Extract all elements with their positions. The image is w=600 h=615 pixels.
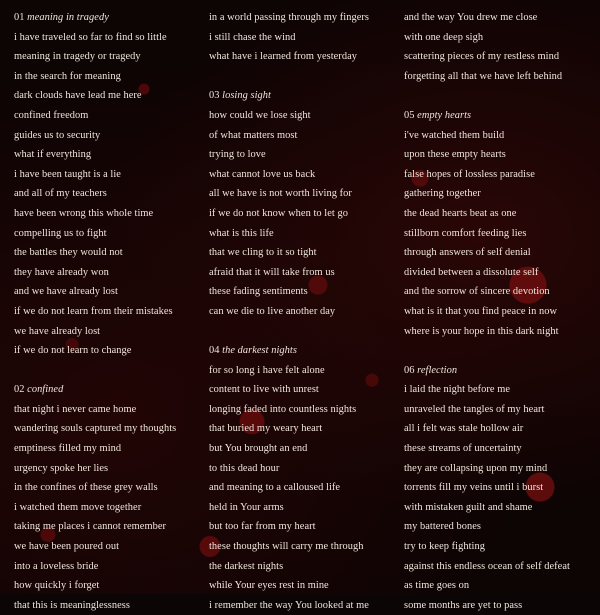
track-number: 06 <box>404 364 415 376</box>
lyric-lines <box>209 361 397 615</box>
lyric-line: that we cling to it so tight <box>209 247 317 259</box>
lyric-line: if we do not learn from their mistakes <box>14 305 173 317</box>
lyric-line: if we do not know when to let go <box>209 207 348 219</box>
song-title: losing sight <box>222 90 271 102</box>
song-heading <box>14 8 202 28</box>
lyric-line: emptiness filled my mind <box>14 443 122 455</box>
lyric-line: i have been taught is a lie <box>14 168 121 180</box>
lyric-line: urgency spoke her lies <box>14 462 109 474</box>
lyric-line: that buried my weary heart <box>209 423 323 435</box>
lyric-lines <box>404 380 594 615</box>
song-block <box>404 361 594 615</box>
lyric-line: that this is meaninglessness <box>14 599 130 611</box>
lyric-line: against this endless ocean of self defeat <box>404 560 570 572</box>
lyric-line: taking me places i cannot remember <box>14 521 167 533</box>
lyric-line: have been wrong this whole time <box>14 207 154 219</box>
song-heading <box>209 341 397 361</box>
lyric-line: gathering together <box>404 188 481 200</box>
song-title: reflection <box>417 364 458 376</box>
lyric-line: and all of my teachers <box>14 188 107 200</box>
lyric-line: scattering pieces of my restless mind <box>404 51 560 63</box>
lyric-line: i watched them move together <box>14 501 142 513</box>
lyric-line: i've watched them build <box>404 129 505 141</box>
lyric-line: i remember the way You looked at me <box>209 599 369 611</box>
song-heading <box>404 361 594 381</box>
track-number: 01 <box>14 12 25 23</box>
lyric-line: false hopes of lossless paradise <box>404 168 535 180</box>
lyric-line: the darkest nights <box>209 560 284 572</box>
lyric-line: longing faded into countless nights <box>209 403 357 415</box>
lyric-line: content to live with unrest <box>209 384 319 396</box>
song-block <box>14 380 202 615</box>
lyric-line: with mistaken guilt and shame <box>404 501 533 513</box>
lyric-line: my battered bones <box>404 521 482 533</box>
lyric-lines <box>14 28 202 361</box>
track-number: 05 <box>404 109 415 121</box>
lyric-line: torrents fill my veins until i burst <box>404 482 544 494</box>
song-block <box>14 8 202 361</box>
lyric-line: divided between a dissolute self <box>404 266 539 278</box>
song-title: confined <box>27 384 64 396</box>
lyric-line: held in Your arms <box>209 501 284 513</box>
song-block <box>209 86 397 321</box>
track-number: 04 <box>209 345 220 357</box>
lyric-line: that night i never came home <box>14 403 137 415</box>
lyric-line: trying to love <box>209 149 266 161</box>
track-number: 03 <box>209 90 220 102</box>
lyric-line: try to keep fighting <box>404 541 485 553</box>
lyric-line: confined freedom <box>14 109 89 121</box>
lyric-line: but You brought an end <box>209 443 308 455</box>
lyric-line: how could we lose sight <box>209 109 311 121</box>
lyric-line: for so long i have felt alone <box>209 364 325 376</box>
lyric-line: i still chase the wind <box>209 31 296 43</box>
lyric-line: upon these empty hearts <box>404 149 506 161</box>
lyric-line: in a world passing through my fingers <box>209 12 369 23</box>
lyric-line: dark clouds have lead me here <box>14 90 142 102</box>
song-block <box>209 341 397 615</box>
lyric-line: where is your hope in this dark night <box>404 325 559 337</box>
lyric-line: of what matters most <box>209 129 298 141</box>
lyric-lines <box>404 126 594 342</box>
lyrics-column-2 <box>209 8 397 615</box>
lyric-line: forgetting all that we have left behind <box>404 70 563 82</box>
lyric-line: and meaning to a calloused life <box>209 482 341 494</box>
lyric-line: how quickly i forget <box>14 580 100 592</box>
lyrics-column-1 <box>14 8 202 615</box>
lyric-line: what have i learned from yesterday <box>209 51 357 63</box>
lyric-line: while Your eyes rest in mine <box>209 580 329 592</box>
song-heading <box>14 380 202 400</box>
lyric-line: what if everything <box>14 149 92 161</box>
lyric-line: as time goes on <box>404 580 470 592</box>
lyric-line: some months are yet to pass <box>404 599 523 611</box>
lyric-line: and we have already lost <box>14 286 118 298</box>
lyric-line: they have already won <box>14 266 109 278</box>
lyric-continuation <box>404 8 594 86</box>
lyric-line: they are collapsing upon my mind <box>404 462 548 474</box>
lyric-line: what cannot love us back <box>209 168 316 180</box>
song-heading <box>209 86 397 106</box>
lyric-line: compelling us to fight <box>14 227 107 239</box>
lyric-line: stillborn comfort feeding lies <box>404 227 527 239</box>
lyric-lines <box>14 400 202 615</box>
lyric-line: and the way You drew me close <box>404 12 538 23</box>
lyric-line: into a loveless bride <box>14 560 99 572</box>
lyric-line: the dead hearts beat as one <box>404 207 517 219</box>
lyric-line: these thoughts will carry me through <box>209 541 364 553</box>
lyric-line: but too far from my heart <box>209 521 316 533</box>
lyric-line: all i felt was stale hollow air <box>404 423 524 435</box>
lyric-line: what is this life <box>209 227 274 239</box>
lyric-line: i laid the night before me <box>404 384 511 396</box>
lyric-line: all we have is not worth living for <box>209 188 352 200</box>
lyric-continuation <box>209 8 397 67</box>
song-title: meaning in tragedy <box>27 12 109 23</box>
lyric-line: we have been poured out <box>14 541 120 553</box>
lyrics-column-3 <box>404 8 594 615</box>
lyric-line: can we die to live another day <box>209 305 336 317</box>
lyric-line: these streams of uncertainty <box>404 443 522 455</box>
lyric-line: in the search for meaning <box>14 70 121 82</box>
lyric-line: the battles they would not <box>14 247 123 259</box>
song-heading <box>404 106 594 126</box>
lyric-line: to this dead hour <box>209 462 280 474</box>
lyric-lines <box>209 106 397 322</box>
song-block <box>404 106 594 341</box>
lyric-line: wandering souls captured my thoughts <box>14 423 177 435</box>
song-title: empty hearts <box>417 109 472 121</box>
lyric-line: i have traveled so far to find so little <box>14 31 167 43</box>
lyric-line: with one deep sigh <box>404 31 484 43</box>
lyric-line: and the sorrow of sincere devotion <box>404 286 550 298</box>
lyric-line: what is it that you find peace in now <box>404 305 558 317</box>
lyric-line: these fading sentiments <box>209 286 308 298</box>
lyric-line: guides us to security <box>14 129 101 141</box>
lyric-line: meaning in tragedy or tragedy <box>14 51 141 63</box>
lyric-line: in the confines of these grey walls <box>14 482 158 494</box>
lyric-line: afraid that it will take from us <box>209 266 335 278</box>
song-title: the darkest nights <box>222 345 297 357</box>
lyric-line: unraveled the tangles of my heart <box>404 403 545 415</box>
track-number: 02 <box>14 384 25 396</box>
lyric-line: we have already lost <box>14 325 101 337</box>
lyric-line: if we do not learn to change <box>14 345 132 357</box>
lyric-line: through answers of self denial <box>404 247 531 259</box>
